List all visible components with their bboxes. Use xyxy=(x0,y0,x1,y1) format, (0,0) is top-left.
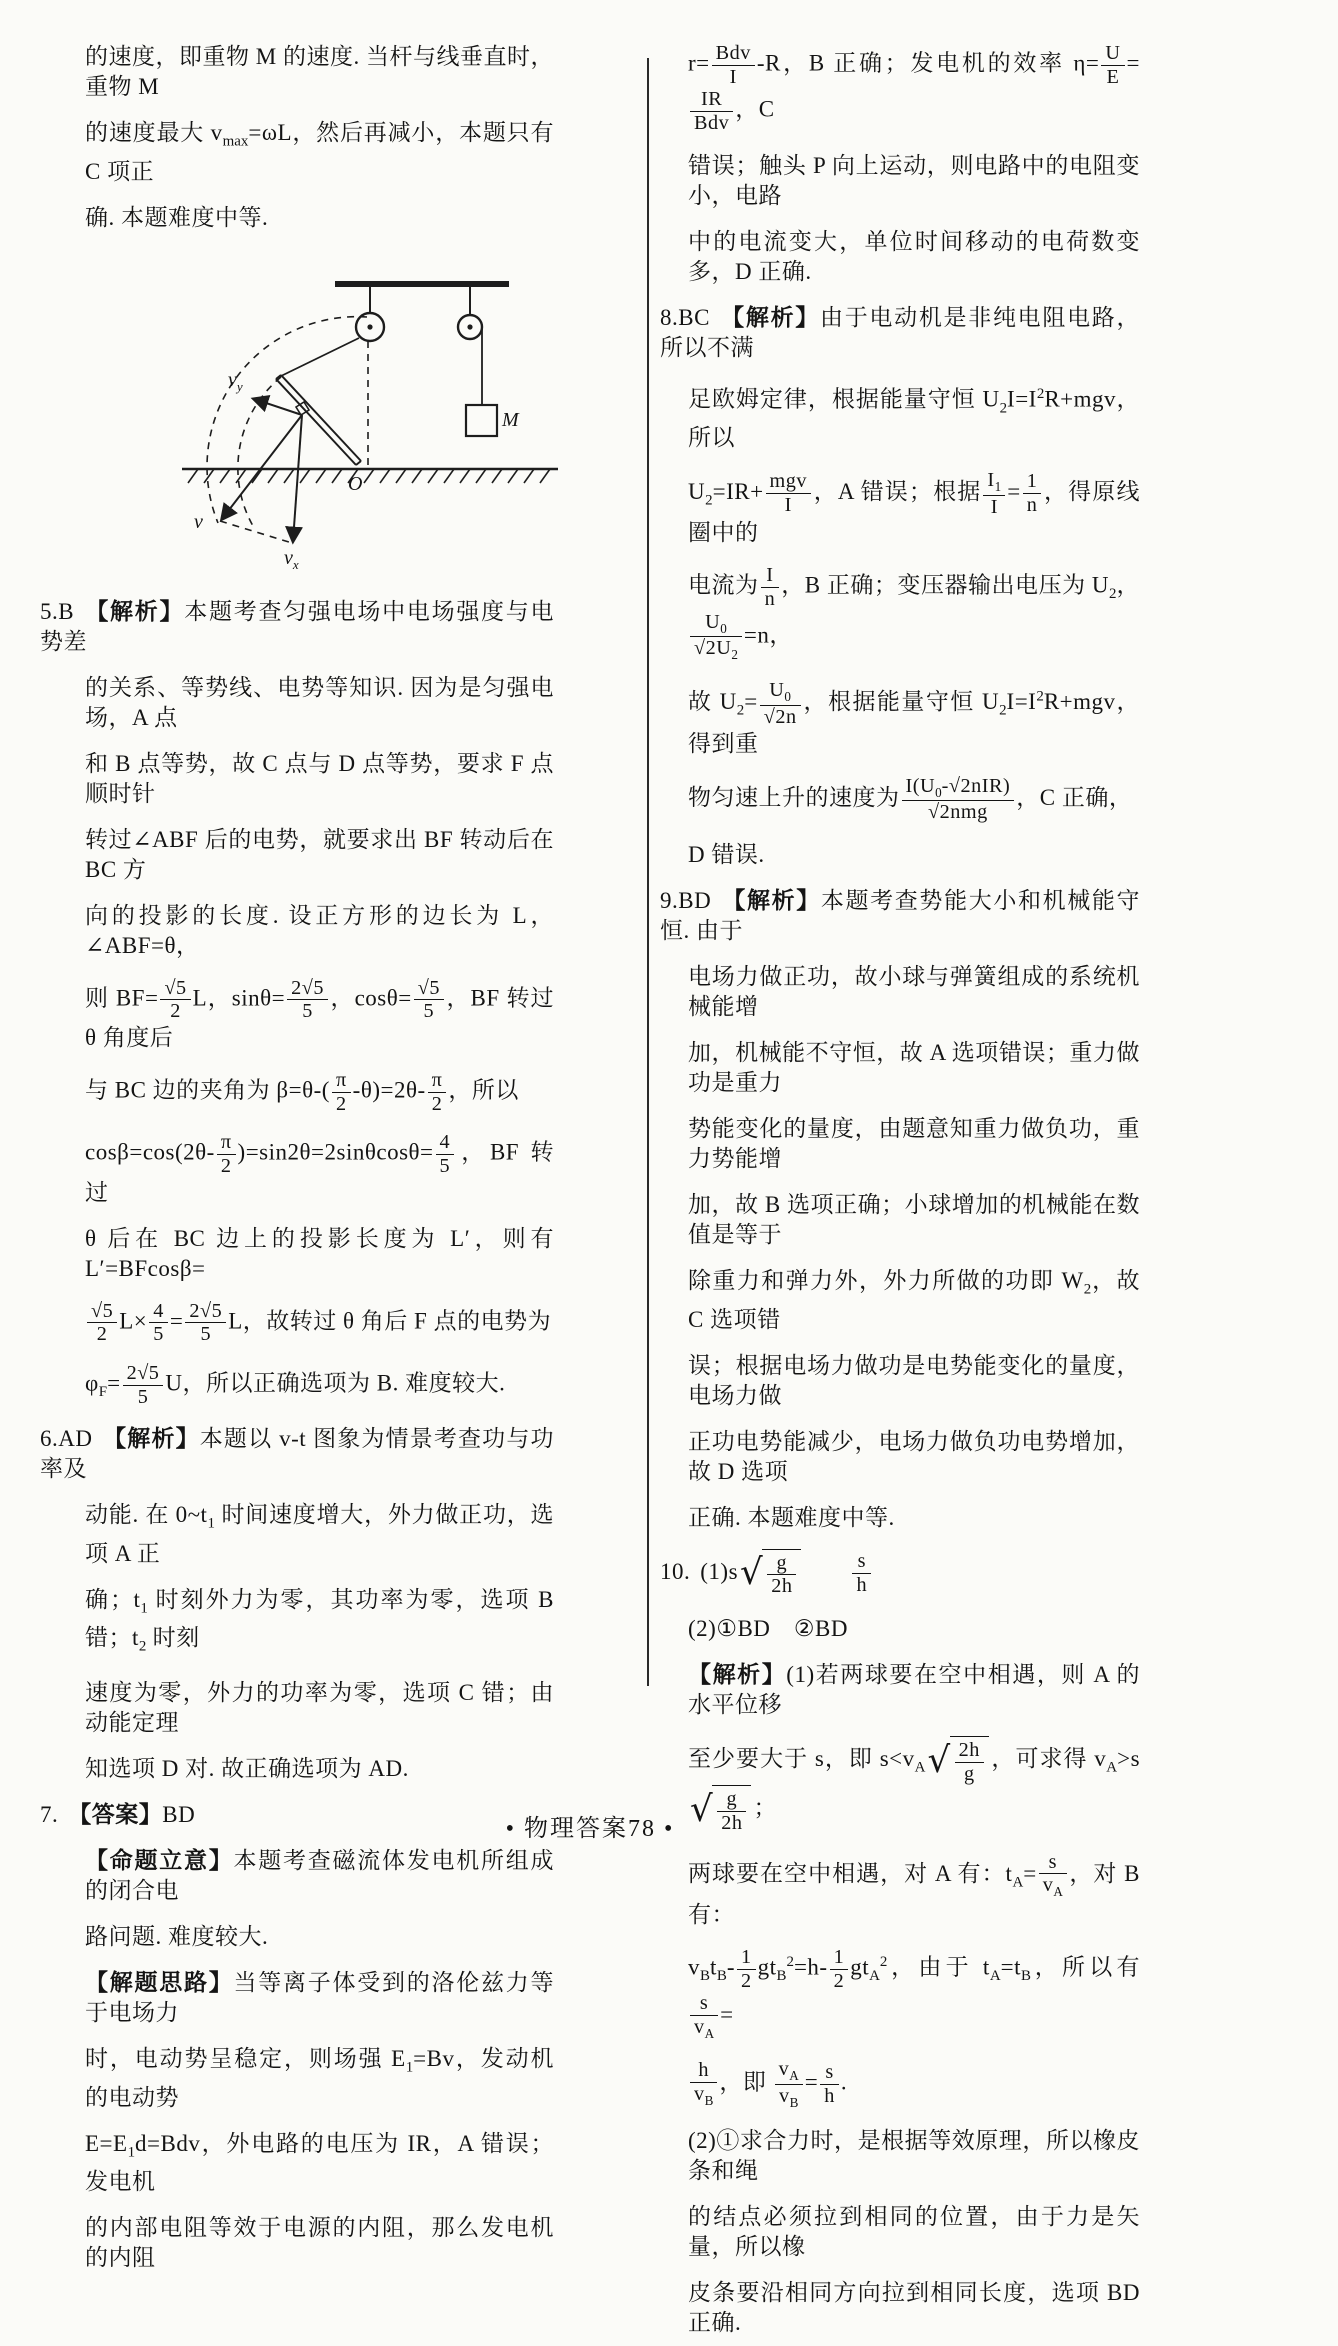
frac xyxy=(690,611,742,664)
frac xyxy=(149,1300,168,1346)
subscript: 2 xyxy=(731,647,738,663)
rbody xyxy=(762,1549,801,1598)
fden: E xyxy=(1106,65,1120,88)
frac xyxy=(690,88,733,134)
subscript: A xyxy=(989,1968,1001,1985)
subscript: x xyxy=(292,556,299,572)
subscript: F xyxy=(98,1383,108,1400)
subscript: 0 xyxy=(784,689,791,705)
text-line: 电场力做正功，故小球与弹簧组成的系统机械能增 xyxy=(688,964,1140,1020)
text-line: 加，机械能不守恒，故 A 选项错误；重力做功是重力 xyxy=(688,1040,1140,1096)
item-number: 10. xyxy=(660,1558,691,1584)
text-line: 的关系、等势线、电势等知识. 因为是匀强电场，A 点 xyxy=(85,674,554,730)
fnum: s xyxy=(690,1992,718,2016)
subscript: A xyxy=(869,1968,880,1985)
frac xyxy=(1101,42,1124,88)
pulley-right xyxy=(458,315,482,339)
fden: $√2U_2$ xyxy=(694,637,738,663)
frac xyxy=(690,1992,718,2041)
text-line: 和 B 点等势，故 C 点与 D 点等势，要求 F 点顺时针 xyxy=(85,750,554,806)
text-line: 向的投影的长度. 设正方形的边长为 L，∠ABF=θ， xyxy=(85,902,554,958)
text-line: 5.B 【解析】本题考查匀强电场中电场强度与电势差 xyxy=(40,598,555,654)
frac xyxy=(712,42,755,88)
frac xyxy=(185,1300,226,1346)
fden: 5 xyxy=(439,1154,451,1177)
text-line: 的内部电阻等效于电源的内阻，那么发电机的内阻 xyxy=(85,2215,554,2271)
subscript: B xyxy=(789,2094,799,2110)
subscript: B xyxy=(1021,1968,1031,1985)
fnum: $U_0$ xyxy=(760,679,801,706)
text-line: 正功电势能减少，电场力做负功电势增加，故 D 选项 xyxy=(688,1428,1140,1484)
vy-label: $v_y$ xyxy=(228,368,243,394)
text-line: 10. (1)s √ $\frac{g}{2h}$ $\frac{s}{h}$ xyxy=(660,1541,1140,1606)
text-line: $U_2=IR+$ $\frac{\text{mgv}}{I}$ ，A 错误；根据 $\frac{I_1}{I}$ = $\frac{1}{n}$ ，得原线圈中的 xyxy=(688,468,1141,546)
answer-item-9 xyxy=(660,878,1140,1541)
subscript: 1 xyxy=(405,2059,414,2076)
fnum: π xyxy=(217,1131,236,1155)
fden: √2n xyxy=(763,705,797,728)
text-line: 知选项 D 对. 故正确选项为 AD. xyxy=(85,1755,409,1781)
text-line: 故 $U_2=$ $\frac{U_0}{√2n}$ ，根据能量守恒 $U_2I=I^2R+mgv$，得到重 xyxy=(688,679,1140,756)
fnum: $v_A$ xyxy=(775,2058,803,2085)
bseg: 【解析】 xyxy=(719,304,820,330)
text-line: 与 BC 边的夹角为 β=θ-( $\frac{\pi}{2}$ -θ)=2θ- $\frac{\pi}{2}$ ，所以 xyxy=(85,1068,519,1115)
subscript: 2 xyxy=(1109,586,1117,603)
fden: 2 xyxy=(833,1969,845,1992)
fden: $v_A$ xyxy=(1042,1874,1063,1900)
answer-item-5 xyxy=(40,589,554,1417)
text-line: 除重力和弹力外，外力所做的功即 $W_2$，故 C 选项错 xyxy=(688,1268,1140,1332)
text-line: 电流为 $\frac{I}{n}$ ，B 正确；变压器输出电压为 $U_2$， $\frac{U_0}{√2U_2}$ =n， xyxy=(688,564,1141,663)
text-line: cosβ=cos(2θ- $\frac{\pi}{2}$ )=sin2θ=2sinθcosθ= $\frac{4}{5}$ ，BF 转过 xyxy=(85,1131,554,1205)
subscript: B xyxy=(704,2093,714,2109)
frac xyxy=(123,1362,164,1408)
text-line: 则 BF= $\frac{√5}{2}$ L，sinθ= $\frac{2√5}{5}$ ，cosθ= $\frac{√5}{5}$ ，BF 转过 θ 角度后 xyxy=(85,976,554,1050)
frac xyxy=(767,1552,796,1598)
fnum: 2h xyxy=(955,1739,984,1763)
subscript: A xyxy=(914,1759,926,1776)
text-line: 至少要大于 s，即 $s<v_A$ √ $\frac{2h}{g}$ ，可求得 $v_A>s$ √ $\frac{g}{2h}$ ； xyxy=(660,1728,1140,1843)
item-7-continuation xyxy=(660,34,1140,295)
fnum: 1 xyxy=(830,1946,849,1970)
subscript: B xyxy=(716,1968,727,1985)
superscript: 2 xyxy=(1036,688,1044,705)
left-column xyxy=(40,34,554,2281)
subscript: y xyxy=(236,378,243,394)
right-column xyxy=(660,34,1140,2346)
string-to-rod xyxy=(279,338,359,377)
text-line: 加，故 B 选项正确；小球增加的机械能在数值是等于 xyxy=(688,1192,1140,1248)
frac xyxy=(690,2059,717,2108)
text-line: (2)①BD ②BD xyxy=(688,1615,848,1641)
subscript: 2 xyxy=(999,702,1007,719)
fnum: √5 xyxy=(87,1300,117,1324)
bseg: 【命题立意】 xyxy=(85,1847,234,1873)
text-line: 8.BC 【解析】由于电动机是非纯电阻电路，所以不满 xyxy=(660,304,1141,360)
subscript: 2 xyxy=(1083,1281,1092,1298)
text-line: 正确. 本题难度中等. xyxy=(688,1504,895,1530)
text-line: 路问题. 难度较大. xyxy=(85,1923,269,1949)
subscript: 2 xyxy=(138,1638,147,1655)
root xyxy=(927,1736,988,1785)
frac xyxy=(830,1946,849,1992)
item-number: 8.BC xyxy=(660,304,710,330)
fnum: 2√5 xyxy=(123,1362,164,1386)
fnum: s xyxy=(1039,1851,1067,1875)
text-line: $\frac{√5}{2}$ L× $\frac{4}{5}$ = $\frac{2√5}{5}$ L，故转过 θ 角后 F 点的电势为 xyxy=(40,1292,554,1354)
subscript: 2 xyxy=(736,702,745,719)
subscript: 0 xyxy=(935,784,942,800)
fnum: g xyxy=(767,1552,796,1576)
text-line: (2)①求合力时，是根据等效原理，所以橡皮条和绳 xyxy=(688,2128,1140,2184)
text-line: $E=E_1d=Bdv$，外电路的电压为 IR，A 错误；发电机 xyxy=(85,2130,554,2195)
text-line: D 错误. xyxy=(688,842,765,868)
text-line: 错误；触头 P 向上运动，则电路中的电阻变小，电路 xyxy=(688,152,1140,208)
frac xyxy=(766,470,811,516)
text-line: 足欧姆定律，根据能量守恒 $U_2I=I^2R+mgv$，所以 xyxy=(688,385,1140,450)
text-line: 误；根据电场力做功是电势能变化的量度，电场力做 xyxy=(688,1352,1140,1408)
fnum: $I_1$ xyxy=(983,469,1005,496)
bseg: 【答案】 xyxy=(68,1801,163,1827)
fnum: I xyxy=(761,564,780,588)
subscript: A xyxy=(789,2067,799,2083)
fnum: 1 xyxy=(737,1946,756,1970)
fnum: π xyxy=(332,1069,351,1093)
dashed-construction xyxy=(207,316,368,542)
item-number: 7. xyxy=(40,1801,59,1827)
fden: $v_B$ xyxy=(779,2084,799,2110)
fden: g xyxy=(963,1762,975,1785)
text-line: 6.AD 【解析】本题以 v-t 图象为情景考查功与功率及 xyxy=(40,1426,554,1482)
text-line: 7. 【答案】BD xyxy=(40,1801,196,1827)
fden: Bdv xyxy=(694,111,730,134)
answer-item-8 xyxy=(660,295,1140,878)
text-line: 的速度最大 $v_{max}=\omega L$，然后再减小，本题只有 C 项正 xyxy=(85,120,555,184)
subscript: B xyxy=(700,1968,710,1985)
text-line: $v_Bt_B-$ $\frac{1}{2}$ $gt_B^2=h-$ $\frac{1}{2}$ $gt_A^2$，由于 $t_A=t_B$，所以有 $\frac{s}{v_A}$ = xyxy=(688,1946,1141,2042)
fnum: 2√5 xyxy=(287,977,328,1001)
frac xyxy=(332,1069,351,1115)
answer-item-7 xyxy=(40,1792,554,2281)
fden: 2 xyxy=(741,1969,752,1992)
fden: √2nmg xyxy=(928,801,988,824)
fden: 5 xyxy=(137,1385,149,1408)
subscript: 1 xyxy=(207,1515,215,1532)
frac xyxy=(760,679,801,728)
frac xyxy=(902,775,1015,824)
subscript: 2 xyxy=(705,492,713,509)
origin-label: O xyxy=(348,472,363,495)
fnum: g xyxy=(717,1788,746,1812)
fnum: s xyxy=(852,1550,871,1574)
fden: 2h xyxy=(721,1811,743,1834)
subscript: A xyxy=(1053,1884,1063,1900)
item-number: 9.BD xyxy=(660,888,712,914)
fden: $v_B$ xyxy=(694,2083,714,2109)
frac xyxy=(287,977,328,1023)
item-number: 5.B xyxy=(40,598,75,624)
text-line: 确. 本题难度中等. xyxy=(85,204,269,230)
fden: 5 xyxy=(153,1323,164,1346)
fnum: 1 xyxy=(1023,470,1042,494)
fnum: $U_0$ xyxy=(690,611,742,638)
subscript: 1 xyxy=(994,478,1002,494)
frac xyxy=(1023,470,1042,516)
v-label: v xyxy=(194,510,203,533)
text-line: 【解题思路】当等离子体受到的洛伦兹力等于电场力 xyxy=(85,1969,554,2025)
text-line: 的结点必须拉到相同的位置，由于力是矢量，所以橡 xyxy=(688,2204,1140,2260)
text-line: 9.BD 【解析】本题考查势能大小和机械能守恒. 由于 xyxy=(660,888,1141,944)
vx-label: $v_x$ xyxy=(284,546,299,572)
text-line: $\varphi_F=$ $\frac{2√5}{5}$ U，所以正确选项为 B. 难度较大. xyxy=(85,1361,506,1408)
fden: I xyxy=(729,65,737,88)
fden: h xyxy=(824,2084,835,2107)
subscript: 1 xyxy=(127,2144,136,2161)
bseg: 【解析】 xyxy=(102,1426,200,1452)
fnum: 4 xyxy=(149,1300,168,1324)
frac xyxy=(414,977,444,1023)
text-line: 速度为零，外力的功率为零，选项 C 错；由动能定理 xyxy=(85,1679,554,1735)
fden: 2h xyxy=(771,1575,793,1598)
bseg: 【解析】 xyxy=(688,1661,787,1687)
fden: h xyxy=(856,1573,868,1596)
bseg: 【解题思路】 xyxy=(85,1969,234,1995)
frac xyxy=(761,564,780,610)
superscript: 2 xyxy=(786,1953,794,1970)
subscript: 2 xyxy=(999,399,1008,416)
column-divider xyxy=(647,58,649,1686)
text-line: 中的电流变大，单位时间移动的电荷数变多，D 正确. xyxy=(688,228,1140,284)
subscript: A xyxy=(1012,1874,1024,1891)
frac xyxy=(1039,1851,1067,1900)
fnum: 2√5 xyxy=(185,1300,226,1324)
fden: 2 xyxy=(96,1323,108,1346)
rod xyxy=(276,375,361,465)
text-line: 的速度，即重物 M 的速度. 当杆与线垂直时，重物 M xyxy=(85,44,554,99)
subscript: 0 xyxy=(720,620,727,636)
root xyxy=(740,1549,801,1598)
frac xyxy=(955,1739,984,1785)
answer-item-6 xyxy=(40,1416,554,1792)
fnum: √5 xyxy=(160,977,190,1001)
fnum: π xyxy=(428,1069,447,1093)
frac xyxy=(160,977,190,1023)
item-number: 6.AD xyxy=(40,1426,93,1452)
rsign: √ xyxy=(690,1789,714,1831)
subscript: max xyxy=(222,133,249,150)
fnum: Bdv xyxy=(712,42,755,66)
subscript: B xyxy=(776,1968,787,1985)
text-line: 【命题立意】本题考查磁流体发电机所组成的闭合电 xyxy=(85,1847,554,1903)
fnum: 4 xyxy=(436,1131,455,1155)
frac xyxy=(436,1131,455,1177)
mass-label: M xyxy=(502,408,519,431)
superscript: 2 xyxy=(879,1953,888,1970)
frac xyxy=(737,1946,756,1992)
fnum: s xyxy=(820,2061,839,2085)
text-line: 两球要在空中相遇，对 A 有：$t_A=$ $\frac{s}{v_A}$ ，对 B 有： xyxy=(688,1850,1141,1928)
subscript: A xyxy=(704,2026,715,2042)
fden: 2 xyxy=(336,1092,347,1115)
frac xyxy=(852,1550,871,1596)
text-line: r= $\frac{\text{Bdv}}{I}$ -R，B 正确；发电机的效率 η= $\frac{U}{E}$ = $\frac{IR}{\text{Bdv}}$ ，C xyxy=(688,42,1140,134)
text-line: 势能变化的量度，由题意知重力做负功，重力势能增 xyxy=(688,1116,1140,1172)
fden: I xyxy=(990,495,998,518)
page-footer: • 物理答案78 • xyxy=(505,1816,675,1842)
text-line: 物匀速上升的速度为 $\frac{I(U_0-√2nIR)}{\text{√2nmg}}$ ，C 正确， xyxy=(688,774,1133,824)
superscript: 2 xyxy=(1036,385,1045,402)
fnum: mgv xyxy=(766,470,811,494)
fden: 5 xyxy=(423,1000,435,1023)
subscript: A xyxy=(1106,1759,1118,1776)
rsign: √ xyxy=(927,1739,951,1781)
fnum: $I(U_0-√2nIR)$ xyxy=(902,775,1015,802)
frac xyxy=(820,2061,839,2107)
fden: 2 xyxy=(220,1154,232,1177)
fnum: h xyxy=(690,2059,717,2083)
mass-block xyxy=(466,327,497,436)
text-line: 动能. 在 $0\sim t_1$ 时间速度增大，外力做正功，选项 A 正 xyxy=(85,1502,554,1566)
physics-figure xyxy=(152,247,572,585)
fnum: IR xyxy=(690,88,733,112)
fnum: U xyxy=(1101,42,1124,66)
text-line: θ 后在 BC 边上的投影长度为 L′，则有 L′=BFcosβ= xyxy=(85,1225,554,1281)
frac xyxy=(87,1300,117,1346)
fden: I xyxy=(784,494,792,517)
text-line: $\frac{h}{v_B}$ ，即 $\frac{v_A}{v_B}$ = $\frac{s}{h}$ . xyxy=(660,2050,1140,2119)
frac xyxy=(217,1131,236,1177)
fden: 5 xyxy=(200,1323,212,1346)
subscript: 1 xyxy=(140,1600,148,1617)
rbody xyxy=(950,1736,989,1785)
fden: $v_A$ xyxy=(694,2016,715,2042)
fden: 2 xyxy=(431,1092,443,1115)
answer-item-10 xyxy=(660,1541,1140,2346)
bseg: 【解析】 xyxy=(84,598,185,624)
fden: 5 xyxy=(302,1000,313,1023)
text-line: 【解析】(1)若两球要在空中相遇，则 A 的水平位移 xyxy=(688,1661,1140,1717)
fden: 2 xyxy=(170,1000,181,1023)
text-line: 确；$t_1$ 时刻外力为零，其功率为零，选项 B 错；$t_2$ 时刻 xyxy=(85,1586,555,1655)
frac xyxy=(983,469,1005,518)
text-line: 转过∠ABF 后的电势，就要求出 BF 转动后在 BC 方 xyxy=(85,826,554,882)
fden: n xyxy=(1026,494,1038,517)
intro-paragraph xyxy=(40,34,554,241)
fnum: √5 xyxy=(414,977,444,1001)
rsign: √ xyxy=(740,1552,764,1594)
fden: n xyxy=(764,587,776,610)
text-line: 时，电动势呈稳定，则场强 $E_1=Bv$，发动机的电动势 xyxy=(85,2045,554,2110)
text-line: 皮条要沿相同方向拉到相同长度，选项 BD 正确. xyxy=(688,2280,1140,2336)
frac xyxy=(775,2058,803,2111)
bseg: 【解析】 xyxy=(721,888,821,914)
frac xyxy=(428,1069,447,1115)
ceiling-beam xyxy=(335,281,509,315)
